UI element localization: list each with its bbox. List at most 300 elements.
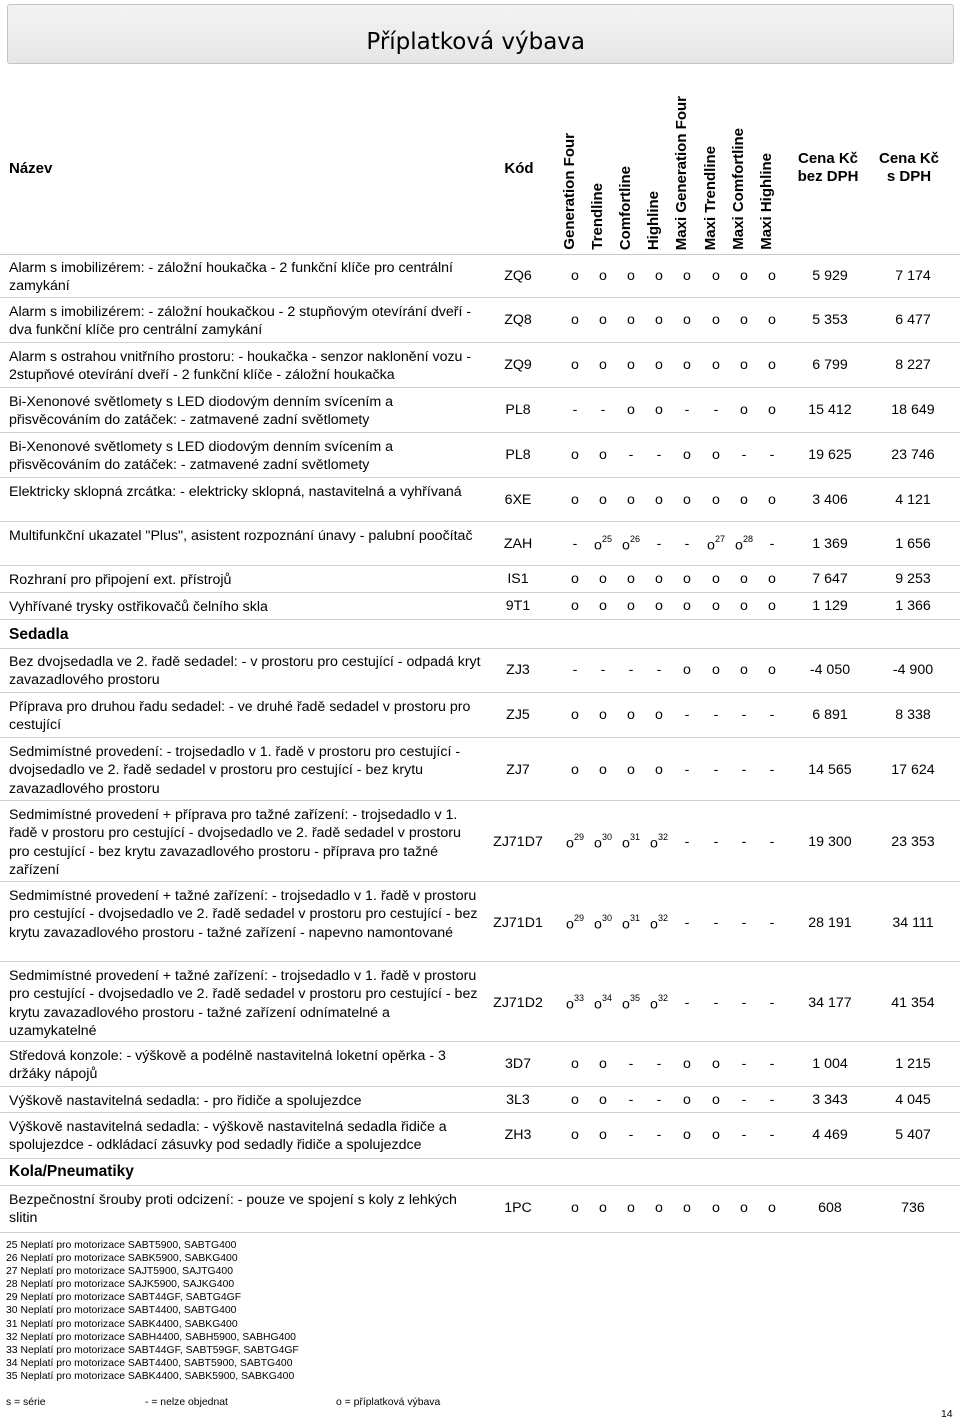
- availability-cell: [758, 492, 786, 508]
- availability-cell: [645, 662, 673, 678]
- availability-cell: [645, 707, 673, 723]
- availability-cell: [730, 536, 758, 554]
- availability-mark: o: [655, 268, 663, 284]
- availability-cell: [617, 402, 645, 418]
- availability-mark: -: [769, 914, 775, 931]
- availability-cell: [561, 312, 589, 328]
- availability-mark: o: [655, 761, 663, 778]
- availability-cell: [561, 762, 589, 778]
- availability-mark: o: [571, 312, 579, 328]
- price-excl-vat: 15 412: [808, 402, 852, 418]
- option-description: Příprava pro druhou řadu sedadel: - ve druhé řadě sedadel v prostoru pro cestující: [9, 699, 471, 734]
- price-incl-vat: 736: [901, 1200, 925, 1216]
- availability-cell: [617, 268, 645, 284]
- option-code: ZJ71D2: [493, 994, 543, 1011]
- availability-mark: -: [769, 1092, 775, 1108]
- option-code: PL8: [505, 402, 531, 418]
- option-description: Výškově nastavitelná sedadla: - výškově nastavitelná sedadla řidiče a spolujezdce - odkládací zásuvky pod sedadly řidiče a spolujezdce: [9, 1119, 447, 1154]
- availability-mark: o: [599, 1127, 607, 1143]
- availability-mark: o: [712, 598, 720, 614]
- availability-cell: [589, 598, 617, 614]
- footnote-ref: 31: [629, 831, 640, 842]
- availability-cell: [730, 492, 758, 508]
- footnote: 27 Neplatí pro motorizace SAJT5900, SAJTG400: [6, 1266, 233, 1278]
- price-incl-vat: 1 656: [895, 536, 931, 552]
- availability-cell: [561, 571, 589, 587]
- availability-cell: [617, 357, 645, 373]
- availability-mark: o: [655, 571, 663, 587]
- row-divider: [0, 619, 960, 620]
- availability-mark: o: [627, 1200, 635, 1216]
- availability-cell: [758, 707, 786, 723]
- availability-mark: o: [768, 402, 776, 418]
- availability-cell: [702, 915, 730, 931]
- availability-mark: -: [628, 1092, 634, 1108]
- availability-cell: [645, 492, 673, 508]
- availability-cell: [673, 834, 701, 850]
- availability-mark: o: [571, 598, 579, 614]
- section-heading-wheels: Kola/Pneumatiky: [9, 1163, 134, 1180]
- availability-mark: o: [683, 1200, 691, 1216]
- availability-cell: [589, 762, 617, 778]
- footnote-ref: 32: [657, 912, 668, 923]
- availability-mark: -: [656, 447, 662, 463]
- price-excl-vat: 6 799: [812, 357, 848, 373]
- availability-cell: [561, 1127, 589, 1143]
- availability-cell: [589, 1127, 617, 1143]
- availability-mark: o: [599, 598, 607, 614]
- availability-cell: [645, 831, 673, 852]
- availability-mark: o: [599, 761, 607, 778]
- availability-mark: o: [712, 571, 720, 587]
- availability-cell: [589, 1056, 617, 1072]
- availability-mark: o: [740, 662, 748, 678]
- availability-mark: -: [656, 1092, 662, 1108]
- price-incl-vat: 8 227: [895, 357, 931, 373]
- table-row: [0, 438, 960, 474]
- availability-mark: o: [768, 492, 776, 508]
- availability-mark: o: [712, 312, 720, 328]
- availability-cell: [673, 1092, 701, 1108]
- footnote-ref: 25: [601, 534, 612, 544]
- availability-cell: [673, 536, 701, 552]
- option-code: 9T1: [505, 598, 531, 614]
- availability-cell: [702, 536, 730, 554]
- page-title: Příplatková výbava: [366, 29, 585, 55]
- availability-mark: -: [684, 761, 690, 778]
- header-variant: Maxi Trendline: [702, 145, 719, 250]
- option-description: Bi-Xenonové světlomety s LED diodovým denním svícením a přisvěcováním do zatáček: - zatmavené zadní světlomety: [9, 439, 394, 474]
- availability-mark: o: [712, 1056, 720, 1072]
- availability-cell: [561, 447, 589, 463]
- availability-mark: o: [683, 268, 691, 284]
- price-incl-vat: 1 215: [895, 1056, 931, 1072]
- option-code: ZJ71D1: [493, 914, 543, 931]
- footnote-ref: 34: [601, 992, 612, 1003]
- availability-mark: o: [571, 1127, 579, 1143]
- price-excl-vat: 28 191: [808, 914, 852, 931]
- price-incl-vat: 23 746: [891, 447, 935, 463]
- option-description: Sedmimístné provedení: - trojsedadlo v 1. řadě v prostoru pro cestující - dvojsedadlo ve 2. řadě sedadel v prostoru pro cestující - bez krytu zavazadlového prostoru: [9, 744, 461, 797]
- footnote-ref: 30: [601, 912, 612, 923]
- availability-mark: o: [683, 492, 691, 508]
- availability-mark: o: [655, 1200, 663, 1216]
- footnote: 25 Neplatí pro motorizace SABT5900, SABTG400: [6, 1240, 237, 1251]
- availability-mark: o: [683, 1056, 691, 1072]
- table-row: [0, 527, 960, 563]
- row-divider: [0, 1185, 960, 1186]
- price-incl-vat: 1 366: [895, 598, 931, 614]
- option-description: Bez dvojsedadla ve 2. řadě sedadel: - v prostoru pro cestující - odpadá kryt zavazadlového prostoru: [9, 654, 481, 689]
- availability-cell: [730, 402, 758, 418]
- availability-cell: [645, 402, 673, 418]
- availability-mark: -: [713, 994, 719, 1011]
- availability-cell: [730, 268, 758, 284]
- option-code: ZJ5: [506, 707, 530, 723]
- legend-unavailable: - = nelze objednat: [145, 1397, 228, 1408]
- legend-series: s = série: [6, 1397, 46, 1408]
- row-divider: [0, 881, 960, 882]
- row-divider: [0, 1086, 960, 1087]
- row-divider: [0, 565, 960, 566]
- availability-mark: o: [712, 492, 720, 508]
- availability-mark: -: [741, 761, 747, 778]
- availability-cell: [645, 1200, 673, 1216]
- availability-cell: [589, 992, 617, 1013]
- option-description: Sedmimístné provedení + tažné zařízení: - trojsedadlo v 1. řadě v prostoru pro cestující - dvojsedadlo ve 2. řadě sedadel v prostoru pro cestující - bez krytu zavazadlového prostoru - tažné zařízení odnímatelné a uzamykatelné: [9, 968, 478, 1040]
- availability-cell: [702, 357, 730, 373]
- availability-cell: [673, 707, 701, 723]
- availability-mark: o: [627, 268, 635, 284]
- availability-cell: [758, 571, 786, 587]
- availability-mark: -: [769, 761, 775, 778]
- availability-cell: [645, 447, 673, 463]
- availability-cell: [702, 571, 730, 587]
- availability-mark: -: [628, 1127, 634, 1143]
- availability-mark: o: [768, 1200, 776, 1216]
- availability-cell: [730, 312, 758, 328]
- table-row: [0, 1191, 960, 1227]
- option-code: PL8: [505, 447, 531, 463]
- header-price-incl-line2: s DPH: [886, 168, 932, 185]
- availability-mark: o: [627, 707, 635, 723]
- price-excl-vat: 5 929: [812, 268, 848, 284]
- footnote: 28 Neplatí pro motorizace SAJK5900, SAJKG400: [6, 1279, 235, 1291]
- availability-cell: [730, 762, 758, 778]
- availability-cell: [589, 571, 617, 587]
- availability-cell: [730, 707, 758, 723]
- table-row: [0, 303, 960, 339]
- availability-cell: [617, 536, 645, 554]
- availability-cell: [617, 992, 645, 1013]
- availability-cell: [758, 1127, 786, 1143]
- availability-mark: -: [656, 1127, 662, 1143]
- availability-mark: o: [571, 357, 579, 373]
- availability-mark: o: [599, 357, 607, 373]
- row-divider: [0, 297, 960, 298]
- header-variant: Comfortline: [617, 165, 634, 250]
- price-incl-vat: 23 353: [891, 833, 935, 850]
- availability-cell: [589, 268, 617, 284]
- price-incl-vat: 18 649: [891, 402, 935, 418]
- availability-mark: -: [600, 402, 606, 418]
- availability-mark: o: [768, 598, 776, 614]
- row-divider: [0, 521, 960, 522]
- availability-mark: -: [769, 1056, 775, 1072]
- table-row: [0, 1092, 960, 1110]
- availability-cell: [758, 1056, 786, 1072]
- availability-cell: [617, 831, 645, 852]
- footnote-ref: 35: [629, 992, 640, 1003]
- availability-mark: o: [566, 996, 574, 1013]
- header-price-excl-line1: Cena Kč: [797, 150, 859, 167]
- row-divider: [0, 1112, 960, 1113]
- availability-mark: o: [599, 1056, 607, 1072]
- availability-mark: -: [769, 994, 775, 1011]
- table-row: [0, 259, 960, 295]
- price-incl-vat: 6 477: [895, 312, 931, 328]
- footnote: 26 Neplatí pro motorizace SABK5900, SABKG400: [6, 1253, 238, 1265]
- price-incl-vat: 8 338: [895, 707, 931, 723]
- availability-cell: [645, 357, 673, 373]
- availability-mark: o: [655, 707, 663, 723]
- availability-mark: o: [571, 447, 579, 463]
- availability-cell: [617, 912, 645, 933]
- availability-cell: [702, 447, 730, 463]
- availability-cell: [758, 662, 786, 678]
- availability-mark: o: [740, 1200, 748, 1216]
- availability-cell: [758, 1092, 786, 1108]
- availability-cell: [561, 707, 589, 723]
- availability-mark: o: [655, 312, 663, 328]
- availability-cell: [589, 492, 617, 508]
- option-code: ZQ6: [504, 268, 532, 284]
- availability-mark: o: [599, 447, 607, 463]
- price-incl-vat: 4 121: [895, 492, 931, 508]
- availability-mark: o: [571, 1200, 579, 1216]
- availability-mark: o: [768, 268, 776, 284]
- availability-cell: [702, 1127, 730, 1143]
- availability-mark: -: [628, 662, 634, 678]
- availability-cell: [702, 268, 730, 284]
- price-excl-vat: 1 004: [812, 1056, 848, 1072]
- price-excl-vat: 19 625: [808, 447, 852, 463]
- option-code: IS1: [507, 571, 529, 587]
- availability-mark: o: [594, 916, 602, 933]
- header-price-incl-line1: Cena Kč: [878, 150, 940, 167]
- availability-cell: [673, 598, 701, 614]
- footnote-ref: 29: [573, 831, 584, 842]
- option-description: Elektricky sklopná zrcátka: - elektricky sklopná, nastavitelná a vyhřívaná: [9, 484, 462, 500]
- option-code: ZAH: [503, 536, 533, 552]
- availability-cell: [645, 992, 673, 1013]
- availability-mark: o: [627, 492, 635, 508]
- price-incl-vat: 7 174: [895, 268, 931, 284]
- availability-cell: [758, 915, 786, 931]
- header-variant: Maxi Generation Four: [673, 95, 690, 250]
- availability-cell: [645, 912, 673, 933]
- availability-mark: o: [627, 571, 635, 587]
- availability-cell: [673, 915, 701, 931]
- table-row: [0, 1118, 960, 1154]
- availability-mark: -: [656, 662, 662, 678]
- availability-cell: [645, 1056, 673, 1072]
- availability-cell: [730, 915, 758, 931]
- availability-cell: [758, 312, 786, 328]
- availability-cell: [589, 402, 617, 418]
- availability-mark: o: [683, 447, 691, 463]
- availability-mark: o: [594, 537, 602, 554]
- availability-cell: [645, 1127, 673, 1143]
- availability-mark: o: [683, 312, 691, 328]
- availability-cell: [561, 536, 589, 552]
- table-row: [0, 887, 960, 960]
- table-row: [0, 348, 960, 384]
- availability-mark: o: [599, 312, 607, 328]
- availability-cell: [617, 571, 645, 587]
- availability-cell: [702, 662, 730, 678]
- availability-mark: o: [655, 402, 663, 418]
- availability-cell: [702, 402, 730, 418]
- availability-mark: o: [599, 1200, 607, 1216]
- availability-cell: [617, 1092, 645, 1108]
- section-heading-seats: Sedadla: [9, 626, 69, 643]
- availability-cell: [617, 447, 645, 463]
- header-variant: Maxi Comfortline: [730, 128, 747, 250]
- availability-cell: [758, 536, 786, 552]
- availability-mark: -: [572, 662, 578, 678]
- availability-mark: -: [656, 536, 662, 552]
- availability-cell: [673, 268, 701, 284]
- footnote-ref: 29: [573, 912, 584, 923]
- option-code: ZJ71D7: [493, 833, 543, 850]
- availability-mark: o: [627, 598, 635, 614]
- availability-cell: [645, 536, 673, 552]
- row-divider: [0, 692, 960, 693]
- price-incl-vat: 41 354: [891, 994, 935, 1011]
- availability-cell: [730, 662, 758, 678]
- row-divider: [0, 342, 960, 343]
- availability-mark: -: [741, 1127, 747, 1143]
- row-divider: [0, 1232, 960, 1233]
- availability-cell: [561, 402, 589, 418]
- row-divider: [0, 477, 960, 478]
- table-row: [0, 571, 960, 589]
- price-excl-vat: -4 050: [809, 662, 851, 678]
- availability-cell: [589, 662, 617, 678]
- availability-mark: o: [622, 996, 630, 1013]
- availability-cell: [702, 1056, 730, 1072]
- availability-mark: o: [650, 835, 658, 852]
- availability-cell: [702, 707, 730, 723]
- availability-cell: [702, 834, 730, 850]
- availability-cell: [758, 447, 786, 463]
- availability-cell: [673, 492, 701, 508]
- availability-mark: o: [571, 1092, 579, 1108]
- availability-mark: -: [572, 402, 578, 418]
- price-excl-vat: 1 129: [812, 598, 848, 614]
- availability-mark: -: [769, 707, 775, 723]
- option-description: Sedmimístné provedení + příprava pro tažné zařízení: - trojsedadlo v 1. řadě v prostoru pro cestující - dvojsedadlo ve 2. řadě sedadel v prostoru pro cestující - bez krytu zavazadlového prostoru - příprava pro tažné zařízení: [9, 807, 461, 879]
- availability-cell: [758, 762, 786, 778]
- table-row: [0, 1047, 960, 1083]
- table-row: [0, 598, 960, 616]
- availability-mark: o: [594, 996, 602, 1013]
- availability-mark: o: [735, 537, 743, 554]
- availability-mark: o: [594, 835, 602, 852]
- availability-mark: -: [572, 536, 578, 552]
- footnote-ref: 33: [573, 992, 584, 1003]
- availability-cell: [702, 312, 730, 328]
- availability-mark: o: [712, 357, 720, 373]
- availability-mark: o: [566, 916, 574, 933]
- header-name: Název: [9, 160, 53, 177]
- availability-cell: [673, 762, 701, 778]
- option-description: Sedmimístné provedení + tažné zařízení: - trojsedadlo v 1. řadě v prostoru pro cestující - dvojsedadlo ve 2. řadě sedadel v prostoru pro cestující - bez krytu zavazadlového prostoru - tažné zařízení - napevno namontované: [9, 888, 478, 941]
- availability-cell: [589, 1092, 617, 1108]
- availability-cell: [645, 598, 673, 614]
- table-header: [0, 84, 960, 255]
- availability-mark: o: [599, 571, 607, 587]
- availability-mark: o: [571, 707, 579, 723]
- availability-cell: [730, 447, 758, 463]
- option-description: Multifunkční ukazatel "Plus", asistent rozpoznání únavy - palubní poočítač: [9, 528, 473, 544]
- availability-mark: -: [684, 914, 690, 931]
- availability-mark: -: [769, 1127, 775, 1143]
- availability-mark: o: [712, 1127, 720, 1143]
- footnote: 33 Neplatí pro motorizace SABT44GF, SABT59GF, SABTG4GF: [6, 1344, 299, 1356]
- price-excl-vat: 608: [818, 1200, 842, 1216]
- price-excl-vat: 1 369: [812, 536, 848, 552]
- availability-mark: o: [599, 1092, 607, 1108]
- availability-mark: o: [712, 447, 720, 463]
- availability-cell: [730, 834, 758, 850]
- price-excl-vat: 3 406: [812, 492, 848, 508]
- availability-mark: o: [707, 537, 715, 554]
- availability-mark: -: [769, 536, 775, 552]
- availability-cell: [702, 762, 730, 778]
- option-code: ZQ8: [504, 312, 532, 328]
- availability-cell: [617, 492, 645, 508]
- availability-cell: [673, 312, 701, 328]
- availability-mark: o: [627, 761, 635, 778]
- availability-cell: [730, 598, 758, 614]
- availability-mark: o: [571, 1056, 579, 1072]
- availability-mark: o: [627, 402, 635, 418]
- availability-cell: [617, 312, 645, 328]
- option-description: Vyhřívané trysky ostřikovačů čelního skla: [9, 599, 268, 615]
- footnote: 34 Neplatí pro motorizace SABT4400, SABT5900, SABTG400: [6, 1357, 293, 1369]
- footnote-ref: 27: [714, 534, 725, 544]
- availability-cell: [702, 995, 730, 1011]
- availability-cell: [758, 357, 786, 373]
- price-excl-vat: 3 343: [812, 1092, 848, 1108]
- option-description: Bezpečnostní šrouby proti odcizení: - pouze ve spojení s koly z lehkých slitin: [9, 1192, 457, 1227]
- price-excl-vat: 14 565: [808, 761, 852, 778]
- availability-cell: [561, 1092, 589, 1108]
- availability-cell: [758, 598, 786, 614]
- availability-mark: o: [768, 312, 776, 328]
- legend-optional: o = příplatková výbava: [336, 1397, 441, 1408]
- availability-mark: o: [655, 492, 663, 508]
- availability-cell: [730, 995, 758, 1011]
- price-incl-vat: 5 407: [895, 1127, 931, 1143]
- availability-mark: o: [627, 312, 635, 328]
- availability-mark: -: [741, 833, 747, 850]
- availability-cell: [617, 662, 645, 678]
- header-variant: Maxi Highline: [758, 153, 775, 250]
- availability-mark: -: [656, 1056, 662, 1072]
